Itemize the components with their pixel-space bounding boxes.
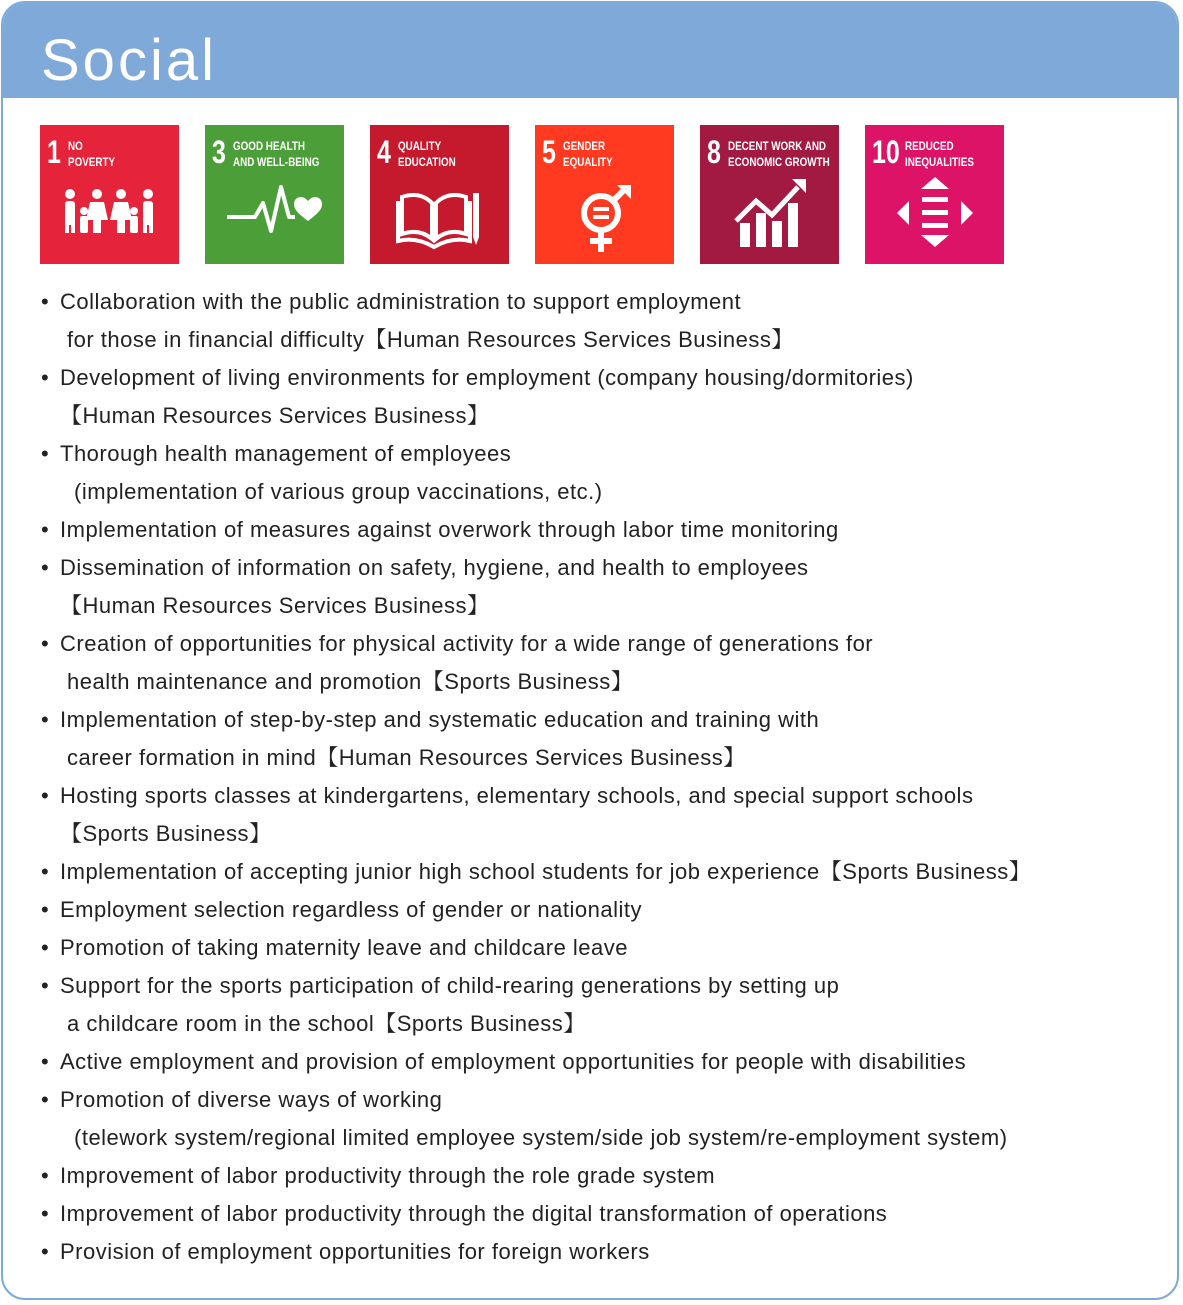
item-text: Development of living environments for employment (company housing/dormitories) [60, 365, 914, 390]
sdg-label-line2: AND WELL-BEING [233, 155, 320, 169]
list-item [41, 967, 1031, 1043]
bullet-icon: • [41, 897, 50, 922]
bullet-icon: • [41, 365, 50, 390]
list-item [41, 549, 1031, 625]
item-text: Active employment and provision of employment opportunities for people with disabilities [60, 1049, 967, 1074]
sdg-label [728, 138, 830, 170]
bullet-icon: • [41, 441, 50, 466]
item-text: Promotion of diverse ways of working [60, 1087, 443, 1112]
bullet-icon: • [41, 1163, 50, 1188]
sdg-label-line1: GENDER [563, 139, 606, 153]
item-text: Implementation of measures against overwork through labor time monitoring [60, 517, 839, 542]
bullet-icon: • [41, 1239, 50, 1264]
item-text-continued: 【Human Resources Services Business】 [60, 403, 490, 428]
list-item [41, 853, 1031, 891]
sdg-goal-1 [40, 125, 179, 264]
sdg-goal-8 [700, 125, 839, 264]
sdg-number: 5 [542, 134, 556, 170]
item-text-continued: health maintenance and promotion【Sports Business】 [67, 669, 634, 694]
list-item [41, 1043, 1031, 1081]
item-text-continued: 【Human Resources Services Business】 [60, 593, 490, 618]
list-item [41, 359, 1031, 435]
sdg-label [905, 138, 974, 170]
sdg-label [398, 138, 456, 170]
item-text: Improvement of labor productivity through the digital transformation of operations [60, 1201, 888, 1226]
bullet-icon: • [41, 631, 50, 656]
sdg-label-line1: NO [68, 139, 83, 153]
bullet-icon: • [41, 783, 50, 808]
bullet-icon: • [41, 1087, 50, 1112]
sdg-number: 1 [47, 134, 61, 170]
item-text: Dissemination of information on safety, hygiene, and health to employees [60, 555, 809, 580]
list-item [41, 1195, 1031, 1233]
sdg-label-line2: POVERTY [68, 155, 116, 169]
sdg-label-line1: QUALITY [398, 139, 442, 153]
item-text: Provision of employment opportunities for foreign workers [60, 1239, 650, 1264]
sdg-label [68, 138, 115, 170]
sdg-goal-10 [865, 125, 1004, 264]
list-item [41, 1233, 1031, 1271]
initiatives-list [41, 283, 1031, 1271]
item-text: Promotion of taking maternity leave and childcare leave [60, 935, 629, 960]
sdg-label [563, 138, 613, 170]
social-panel [1, 1, 1179, 1300]
section-title: Social [3, 3, 1177, 98]
item-text: Thorough health management of employees [60, 441, 512, 466]
item-text-continued: career formation in mind【Human Resources Services Business】 [67, 745, 746, 770]
list-item [41, 283, 1031, 359]
sdg-goal-5 [535, 125, 674, 264]
item-text-continued: for those in financial difficulty【Human Resources Services Business】 [67, 327, 794, 352]
sdg-label-line2: ECONOMIC GROWTH [728, 155, 830, 169]
item-text: Support for the sports participation of child-rearing generations by setting up [60, 973, 840, 998]
bullet-icon: • [41, 289, 50, 314]
list-item [41, 929, 1031, 967]
sdg-label-line1: REDUCED [905, 139, 954, 153]
sdg-label-line1: GOOD HEALTH [233, 139, 305, 153]
bullet-icon: • [41, 1201, 50, 1226]
list-item [41, 701, 1031, 777]
list-item [41, 1081, 1031, 1157]
sdg-goal-3 [205, 125, 344, 264]
item-text-continued: (telework system/regional limited employee system/side job system/re-employment system) [74, 1125, 1008, 1150]
item-text-continued: (implementation of various group vaccinations, etc.) [74, 479, 603, 504]
sdg-icon-row [40, 125, 1004, 264]
item-text-continued: a childcare room in the school【Sports Business】 [67, 1011, 586, 1036]
bullet-icon: • [41, 973, 50, 998]
sdg-label-line1: DECENT WORK AND [728, 139, 827, 153]
sdg-number: 8 [707, 134, 721, 170]
list-item [41, 625, 1031, 701]
list-item [41, 891, 1031, 929]
bullet-icon: • [41, 555, 50, 580]
sdg-number: 10 [872, 134, 900, 170]
list-item [41, 777, 1031, 853]
sdg-label-line2: INEQUALITIES [905, 155, 974, 169]
sdg-number: 3 [212, 134, 226, 170]
sdg-label-line2: EDUCATION [398, 155, 456, 169]
item-text: Hosting sports classes at kindergartens, elementary schools, and special support schools [60, 783, 974, 808]
list-item [41, 1157, 1031, 1195]
bullet-icon: • [41, 935, 50, 960]
sdg-goal-4 [370, 125, 509, 264]
bullet-icon: • [41, 1049, 50, 1074]
sdg-number: 4 [377, 134, 391, 170]
item-text: Improvement of labor productivity through the role grade system [60, 1163, 716, 1188]
bullet-icon: • [41, 517, 50, 542]
list-item [41, 511, 1031, 549]
sdg-label-line2: EQUALITY [563, 155, 613, 169]
item-text-continued: 【Sports Business】 [60, 821, 272, 846]
item-text: Implementation of step-by-step and systematic education and training with [60, 707, 820, 732]
bullet-icon: • [41, 707, 50, 732]
item-text: Creation of opportunities for physical activity for a wide range of generations for [60, 631, 874, 656]
sdg-label [233, 138, 319, 170]
list-item [41, 435, 1031, 511]
item-text: Employment selection regardless of gender or nationality [60, 897, 642, 922]
bullet-icon: • [41, 859, 50, 884]
item-text: Collaboration with the public administration to support employment [60, 289, 742, 314]
item-text: Implementation of accepting junior high school students for job experience【Sports Business】 [60, 859, 1032, 884]
